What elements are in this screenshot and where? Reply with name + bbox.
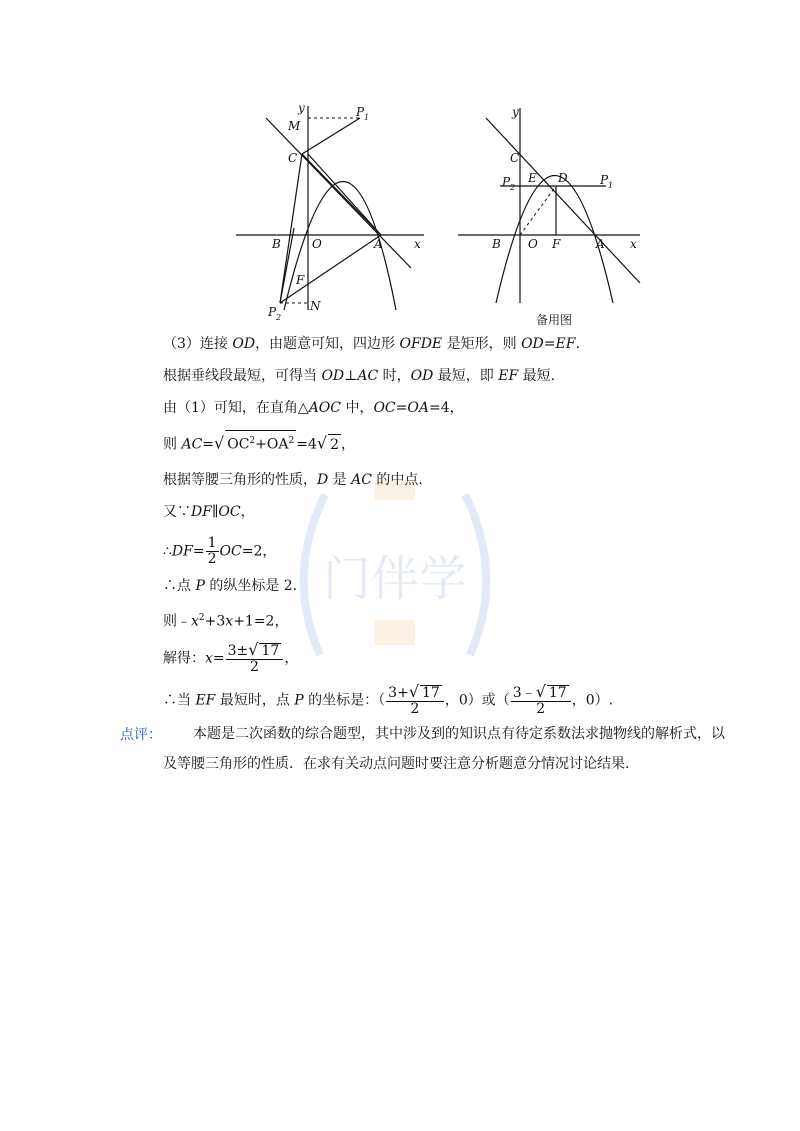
- figure-1: [236, 98, 426, 326]
- solution-line-11: ∴当 EF 最短时，点 P 的坐标是：（ $\frac{3+√ 17}{2}$ ，0）或（ $\frac{3﹣√ 17}{2}$ ，0）.: [163, 682, 614, 717]
- fig1-label-p2: P: [268, 305, 277, 319]
- fig2-label-x: x: [630, 237, 637, 251]
- fig2-label-e: E: [528, 171, 537, 185]
- fig1-label-p1: P: [356, 105, 365, 119]
- fig2-label-c: C: [510, 151, 520, 165]
- fig1-label-p2-sub: 2: [276, 313, 282, 322]
- fig2-label-p1-sub: 1: [608, 181, 614, 190]
- solution-line-8: ∴点 P 的纵坐标是 2.: [163, 578, 298, 594]
- fig1-label-a: A: [374, 237, 383, 251]
- watermark-text: 门伴学: [322, 551, 468, 607]
- fig1-label-b: B: [272, 237, 281, 251]
- fig1-label-p1-sub: 1: [364, 113, 370, 122]
- fig2-label-y: y: [512, 105, 519, 119]
- solution-line-1: （3）连接 OD，由题意可知，四边形 OFDE 是矩形，则 OD=EF.: [163, 336, 580, 352]
- fig1-label-f: F: [296, 273, 305, 287]
- solution-line-4: 则 AC=√ $OC^2+OA^2 =4√$ 2 ，: [163, 430, 355, 455]
- fig2-label-p2: P: [502, 175, 511, 189]
- solution-line-9: 则$﹣x^2+3x+1=2$，: [163, 613, 289, 630]
- fig2-label-f: F: [552, 237, 561, 251]
- fig1-label-x: x: [414, 237, 421, 251]
- fig1-label-o: O: [312, 237, 322, 251]
- fig2-caption: 备用图: [535, 313, 573, 327]
- fig1-label-n: N: [310, 299, 321, 313]
- fig2-label-p1: P: [600, 173, 609, 187]
- fig2-label-o: O: [528, 237, 538, 251]
- solution-line-6: 又∵DF∥OC，: [163, 504, 255, 520]
- solution-line-7: ∴DF= $\frac{1}{2}$ OC=2，: [163, 535, 277, 567]
- fig1-label-y: y: [298, 101, 305, 115]
- solution-line-2: 根据垂线段最短，可得当 OD⊥AC 时，OD 最短，即 EF 最短.: [163, 368, 556, 384]
- fig2-label-a: A: [596, 237, 605, 251]
- solution-line-3: 由（1）可知，在直角△AOC 中，OC=OA=4，: [163, 400, 464, 416]
- solution-line-5: 根据等腰三角形的性质，D 是 AC 的中点.: [163, 472, 423, 488]
- fig1-label-m: M: [288, 119, 301, 133]
- commentary-line-1: 本题是二次函数的综合题型，其中涉及到的知识点有待定系数法求抛物线的解析式，以: [193, 726, 725, 742]
- solution-line-10: 解得：x= $\frac{3\pm√ 17}{2}$ ，: [163, 640, 299, 675]
- figure-2: [458, 98, 648, 330]
- fig2-label-b: B: [492, 237, 501, 251]
- fig2-label-p2-sub: 2: [510, 183, 516, 192]
- fig2-label-d: D: [558, 171, 568, 185]
- commentary-label: 点评：: [120, 727, 162, 743]
- commentary-line-2: 及等腰三角形的性质．在求有关动点问题时要注意分析题意分情况讨论结果．: [163, 756, 639, 772]
- fig1-label-c: C: [288, 151, 298, 165]
